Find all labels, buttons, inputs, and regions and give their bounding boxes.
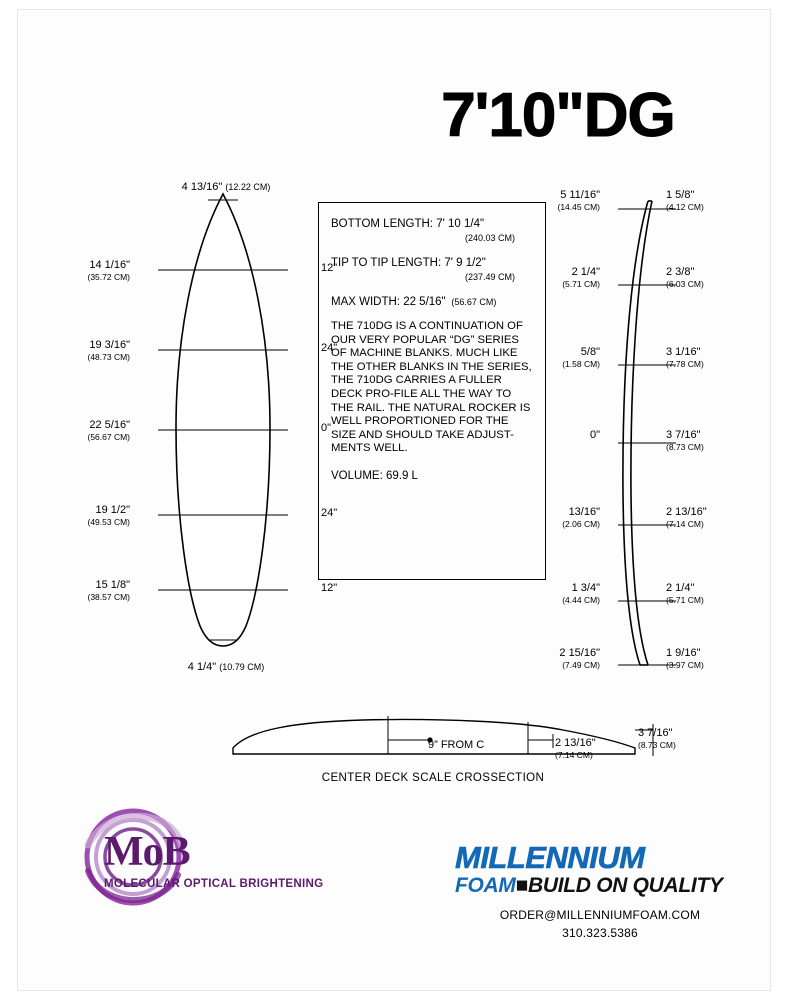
plan-tail-width: 4 1/4" (10.79 CM): [187, 661, 265, 673]
rocker-right-measure-2: 2 3/8" (6.03 CM): [666, 266, 704, 289]
mob-tagline: MOLECULAR OPTICAL BRIGHTENING: [104, 878, 324, 890]
page-title: 7'10"DG: [441, 81, 675, 150]
rocker-right-measure-7: 1 9/16" (3.97 CM): [666, 647, 704, 670]
rocker-left-measure-4: 0": [589, 429, 600, 441]
plan-left-measure-2: 19 3/16" (48.73 CM): [87, 339, 130, 362]
brand-build-word: BUILD ON QUALITY: [528, 874, 723, 897]
spec-sheet: [18, 10, 770, 990]
crosssection-caption: CENTER DECK SCALE CROSSECTION: [321, 772, 545, 784]
max-width-row: MAX WIDTH: 22 5/16" (56.67 CM): [331, 296, 497, 308]
rocker-right-measure-1: 1 5/8" (4.12 CM): [666, 189, 704, 212]
rocker-left-measure-5: 13/16" (2.06 CM): [562, 506, 600, 529]
brand-foam-word: FOAM: [455, 874, 516, 897]
bottom-length-row: BOTTOM LENGTH: 7' 10 1/4" (240.03 CM): [331, 218, 515, 243]
millennium-foam-logo: [455, 840, 745, 940]
crosssection-from-center-label: 9” FROM C: [428, 739, 485, 751]
rocker-right-measure-4: 3 7/16" (8.73 CM): [666, 429, 704, 452]
brand-subline: FOAM■BUILD ON QUALITY: [455, 874, 723, 897]
blank-description: THE 710DG IS A CONTINUATION OF OUR VERY POPULAR “DG” SERIES OF MACHINE BLANKS. MUCH LIKE THE OTHER BLANKS IN THE SERIES, THE 710DG CARRIES A FULLER DECK PRO-FILE ALL THE WAY TO THE RAIL. THE NATURAL ROCKER IS WELL PROPORTIONED FOR THE SIZE AND SHOULD TAKE ADJUST-MENTS WELL.: [331, 320, 532, 455]
brand-name: MILLENNIUM: [455, 840, 645, 875]
crosssection-thickness-b: 3 7/16" (8.73 CM): [638, 727, 676, 750]
plan-left-measure-5: 15 1/8" (38.57 CM): [87, 579, 130, 602]
contact-email[interactable]: ORDER@MILLENNIUMFOAM.COM: [499, 908, 701, 922]
rocker-left-measure-2: 2 1/4" (5.71 CM): [562, 266, 600, 289]
rocker-right-measure-3: 3 1/16" (7.78 CM): [666, 346, 704, 369]
plan-left-measure-3: 22 5/16" (56.67 CM): [87, 419, 130, 442]
spec-info-box: [318, 202, 546, 580]
rocker-left-measure-6: 1 3/4" (4.44 CM): [562, 582, 600, 605]
plan-left-measure-4: 19 1/2" (49.53 CM): [87, 504, 130, 527]
volume-value: VOLUME: 69.9 L: [331, 469, 418, 482]
plan-left-measure-1: 14 1/16" (35.72 CM): [87, 259, 130, 282]
mob-wordmark: MoB: [104, 829, 190, 875]
rocker-left-measure-3: 5/8" (1.58 CM): [562, 346, 600, 369]
rocker-left-measure-1: 5 11/16" (14.45 CM): [557, 189, 600, 212]
outline-plan-view: [158, 190, 288, 660]
rocker-right-measure-5: 2 13/16" (7.14 CM): [666, 506, 707, 529]
plan-station-4: 24": [321, 507, 338, 519]
plan-station-1: 12": [321, 262, 338, 274]
rocker-right-measure-6: 2 1/4" (5.71 CM): [666, 582, 704, 605]
plan-station-2: 24": [321, 342, 338, 354]
tip-to-tip-row: TIP TO TIP LENGTH: 7' 9 1/2" (237.49 CM): [331, 257, 515, 282]
crosssection-thickness-a: 2 13/16" (7.14 CM): [555, 737, 596, 760]
rocker-left-measure-7: 2 15/16" (7.49 CM): [559, 647, 600, 670]
contact-phone[interactable]: 310.323.5386: [562, 926, 638, 940]
plan-station-3: 0": [321, 422, 332, 434]
plan-nose-width: 4 13/16" (12.22 CM): [181, 181, 271, 193]
plan-station-5: 12": [321, 582, 338, 594]
